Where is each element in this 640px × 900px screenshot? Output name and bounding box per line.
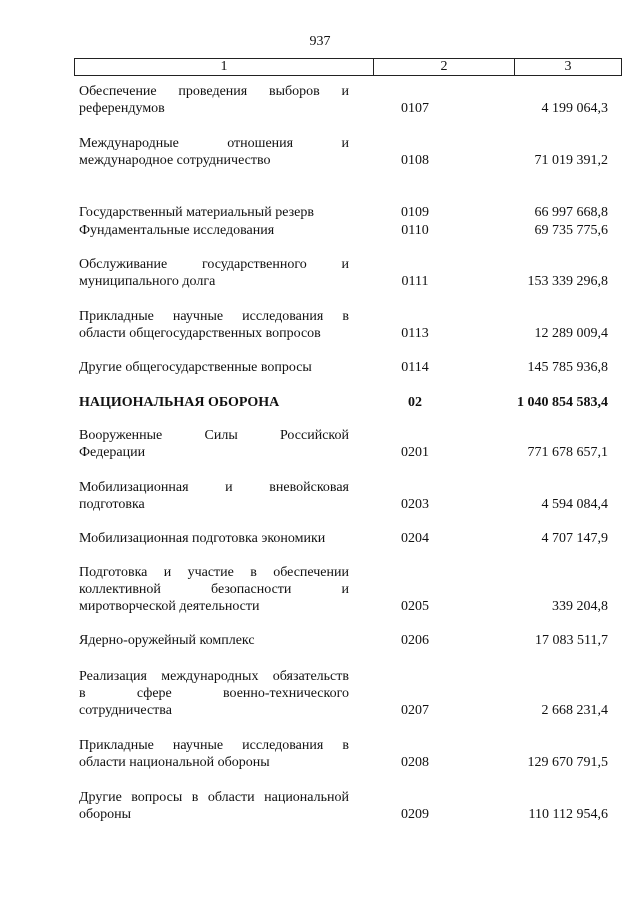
row-name-line: Ядерно-оружейный комплекс [79,633,255,648]
row-code: 0109 [401,205,429,220]
row-name-line: референдумов [79,101,165,116]
row-code: 0204 [401,531,429,546]
row-name-line: подготовка [79,497,145,512]
table-header [74,58,622,76]
row-name [79,256,349,290]
row-code: 0201 [401,445,429,460]
row-amount: 145 785 936,8 [527,360,608,375]
row-amount: 66 997 668,8 [534,205,608,220]
row-amount: 1 040 854 583,4 [517,395,608,410]
header-col-2: 2 [374,59,515,75]
row-name-line: обороны [79,807,132,822]
page-number: 937 [309,34,331,49]
row-name-line: Федерации [79,445,146,460]
row-name-line: Прикладные научные исследования в [79,309,349,324]
row-code: 02 [408,395,422,410]
row-name [79,359,349,376]
row-name-line: Подготовка и участие в обеспечении [79,565,349,580]
row-name [79,479,349,513]
row-name [79,668,349,719]
row-name-line: коллективной безопасности и [79,582,349,597]
row-name-line: миротворческой деятельности [79,599,260,614]
row-code: 0205 [401,599,429,614]
row-name [79,135,349,169]
row-name-line: Мобилизационная и вневойсковая [79,480,349,495]
row-amount: 4 594 084,4 [541,497,608,512]
row-amount: 71 019 391,2 [534,153,608,168]
row-code: 0110 [401,223,429,238]
row-name-line: области национальной обороны [79,755,270,770]
row-amount: 12 289 009,4 [534,326,608,341]
row-name-line: Другие общегосударственные вопросы [79,360,312,375]
row-name [79,204,349,221]
row-name [79,789,349,823]
row-code: 0207 [401,703,429,718]
row-code: 0206 [401,633,429,648]
row-name-line: Обслуживание государственного и [79,257,349,272]
row-name-line: Обеспечение проведения выборов и [79,84,349,99]
row-code: 0209 [401,807,429,822]
row-code: 0208 [401,755,429,770]
row-amount: 110 112 954,6 [528,807,608,822]
row-amount: 339 204,8 [552,599,608,614]
row-amount: 4 707 147,9 [541,531,608,546]
row-amount: 771 678 657,1 [527,445,608,460]
row-name-line: муниципального долга [79,274,216,289]
row-name [79,394,349,411]
row-code: 0107 [401,101,429,116]
row-code: 0111 [401,274,429,289]
row-amount: 4 199 064,3 [541,101,608,116]
row-code: 0108 [401,153,429,168]
row-name-line: в сфере военно-технического [79,686,349,701]
row-name [79,83,349,117]
row-amount: 69 735 775,6 [534,223,608,238]
row-name [79,530,349,547]
row-name-line: Государственный материальный резерв [79,205,314,220]
row-name-line: сотрудничества [79,703,172,718]
row-name [79,427,349,461]
row-name-line: Мобилизационная подготовка экономики [79,531,326,546]
row-name [79,737,349,771]
row-name [79,308,349,342]
row-name [79,564,349,615]
row-code: 0203 [401,497,429,512]
row-name-line: НАЦИОНАЛЬНАЯ ОБОРОНА [79,395,280,410]
row-code: 0114 [401,360,429,375]
row-code: 0113 [401,326,429,341]
row-name-line: Фундаментальные исследования [79,223,275,238]
row-amount: 2 668 231,4 [541,703,608,718]
row-name-line: области общегосударственных вопросов [79,326,321,341]
row-name-line: международное сотрудничество [79,153,271,168]
row-name-line: Вооруженные Силы Российской [79,428,349,443]
row-amount: 153 339 296,8 [527,274,608,289]
row-amount: 129 670 791,5 [527,755,608,770]
row-amount: 17 083 511,7 [535,633,608,648]
row-name [79,222,349,239]
row-name-line: Прикладные научные исследования в [79,738,349,753]
row-name-line: Другие вопросы в области национальной [79,790,349,805]
header-col-1: 1 [75,59,374,75]
row-name-line: Международные отношения и [79,136,349,151]
row-name [79,632,349,649]
row-name-line: Реализация международных обязательств [79,669,349,684]
header-col-3: 3 [564,59,572,74]
